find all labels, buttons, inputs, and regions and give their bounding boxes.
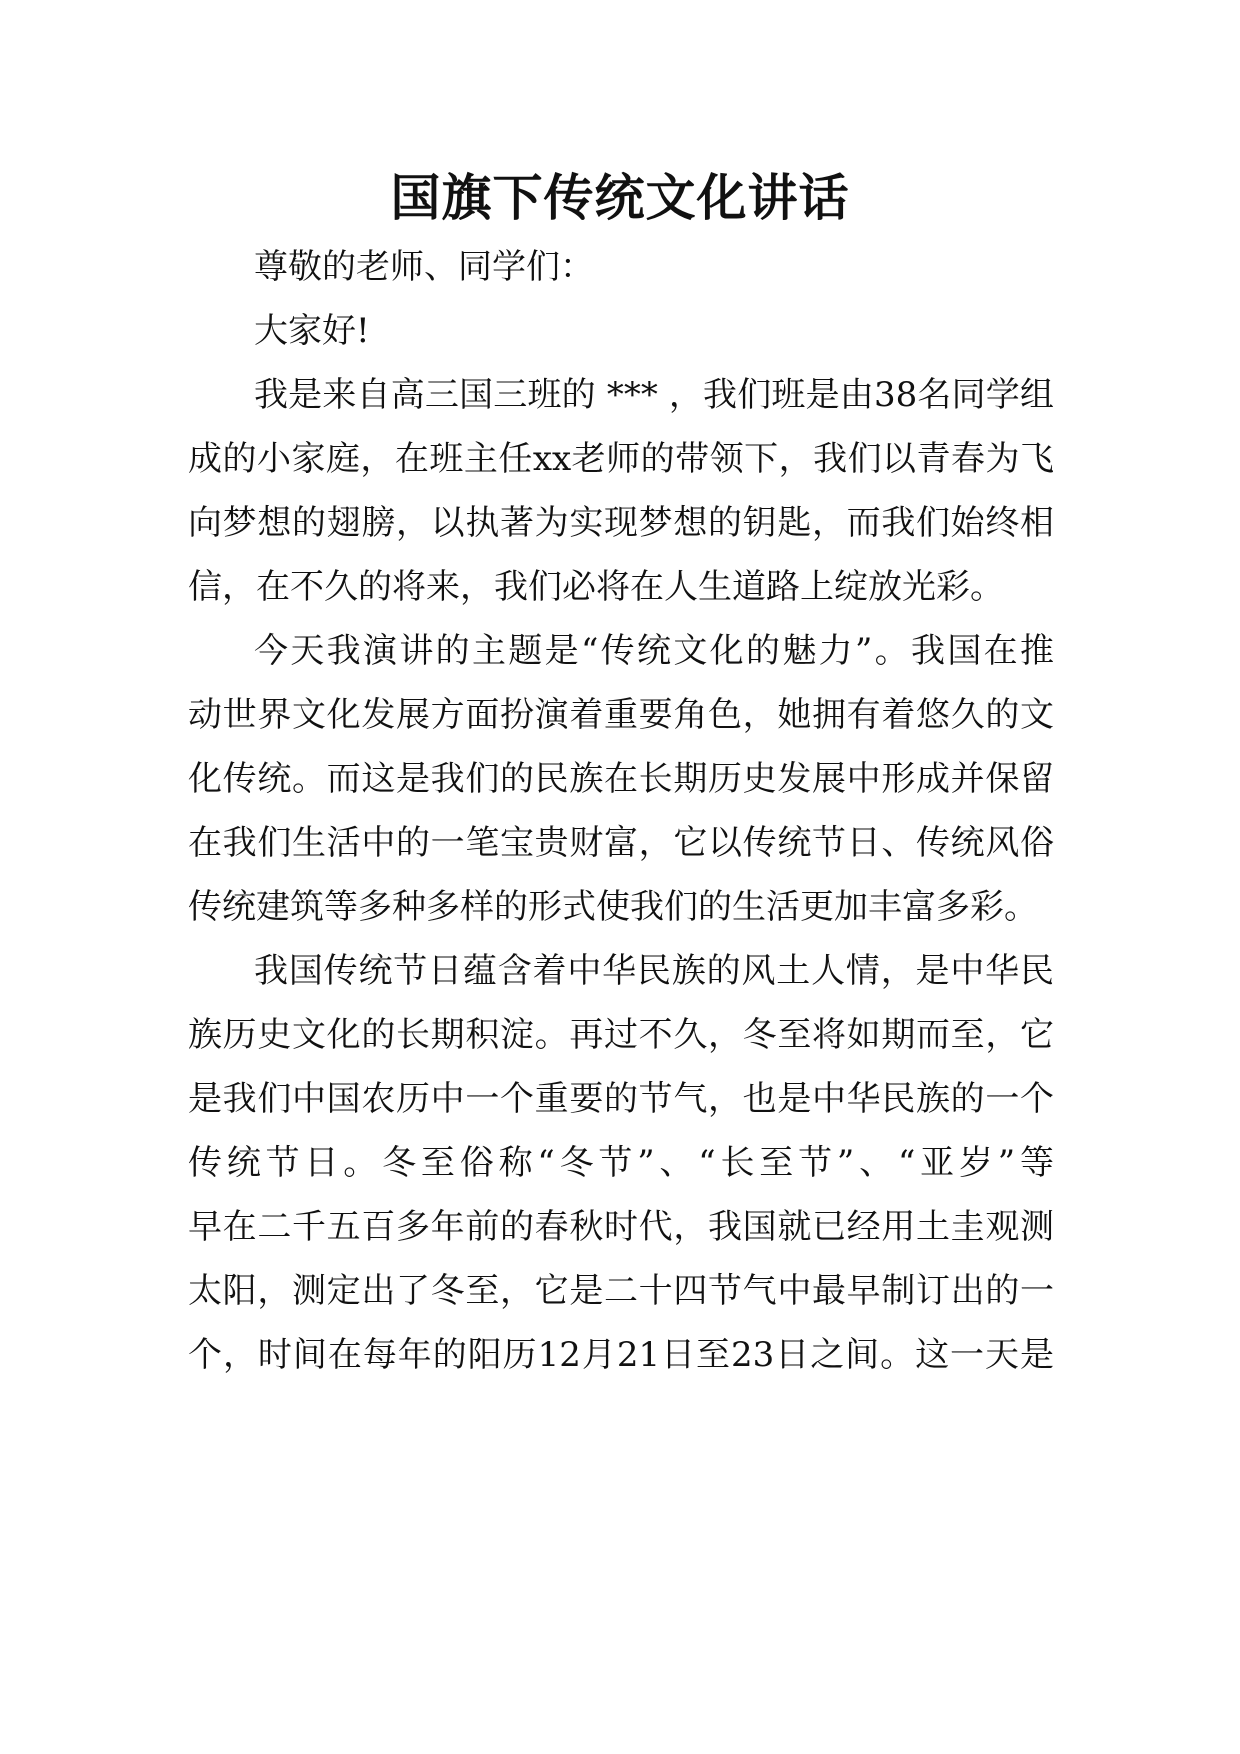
paragraph-line: 我是来自高三国三班的 *** ，我们班是由38名同学组	[254, 375, 1054, 415]
paragraph-line: 信，在不久的将来，我们必将在人生道路上绽放光彩。	[188, 567, 1004, 607]
paragraph-line: 今天我演讲的主题是“传统文化的魅力”。我国在推	[254, 631, 1054, 671]
paragraph-line: 是我们中国农历中一个重要的节气，也是中华民族的一个	[188, 1079, 1054, 1119]
paragraph-line: 传统建筑等多种多样的形式使我们的生活更加丰富多彩。	[188, 887, 1038, 927]
paragraph-line: 成的小家庭，在班主任xx老师的带领下，我们以青春为飞	[188, 439, 1054, 479]
salutation-line: 尊敬的老师、同学们：	[254, 247, 594, 287]
paragraph-line: 动世界文化发展方面扮演着重要角色，她拥有着悠久的文	[188, 695, 1054, 735]
paragraph-line: 早在二千五百多年前的春秋时代，我国就已经用土圭观测	[188, 1207, 1054, 1247]
paragraph-line: 传统节日。冬至俗称“冬节”、“长至节”、“亚岁”等	[188, 1143, 1054, 1183]
document-title: 国旗下传统文化讲话	[390, 169, 850, 227]
paragraph-line: 我国传统节日蕴含着中华民族的风土人情，是中华民	[254, 951, 1054, 991]
paragraph-line: 个，时间在每年的阳历12月21日至23日之间。这一天是	[188, 1335, 1054, 1375]
paragraph-line: 族历史文化的长期积淀。再过不久，冬至将如期而至，它	[188, 1015, 1054, 1055]
greeting-line: 大家好!	[254, 311, 370, 351]
paragraph-line: 太阳，测定出了冬至，它是二十四节气中最早制订出的一	[188, 1271, 1054, 1311]
paragraph-line: 向梦想的翅膀，以执著为实现梦想的钥匙，而我们始终相	[188, 503, 1054, 543]
paragraph-line: 化传统。而这是我们的民族在长期历史发展中形成并保留	[188, 759, 1054, 799]
paragraph-line: 在我们生活中的一笔宝贵财富，它以传统节日、传统风俗	[188, 823, 1054, 863]
